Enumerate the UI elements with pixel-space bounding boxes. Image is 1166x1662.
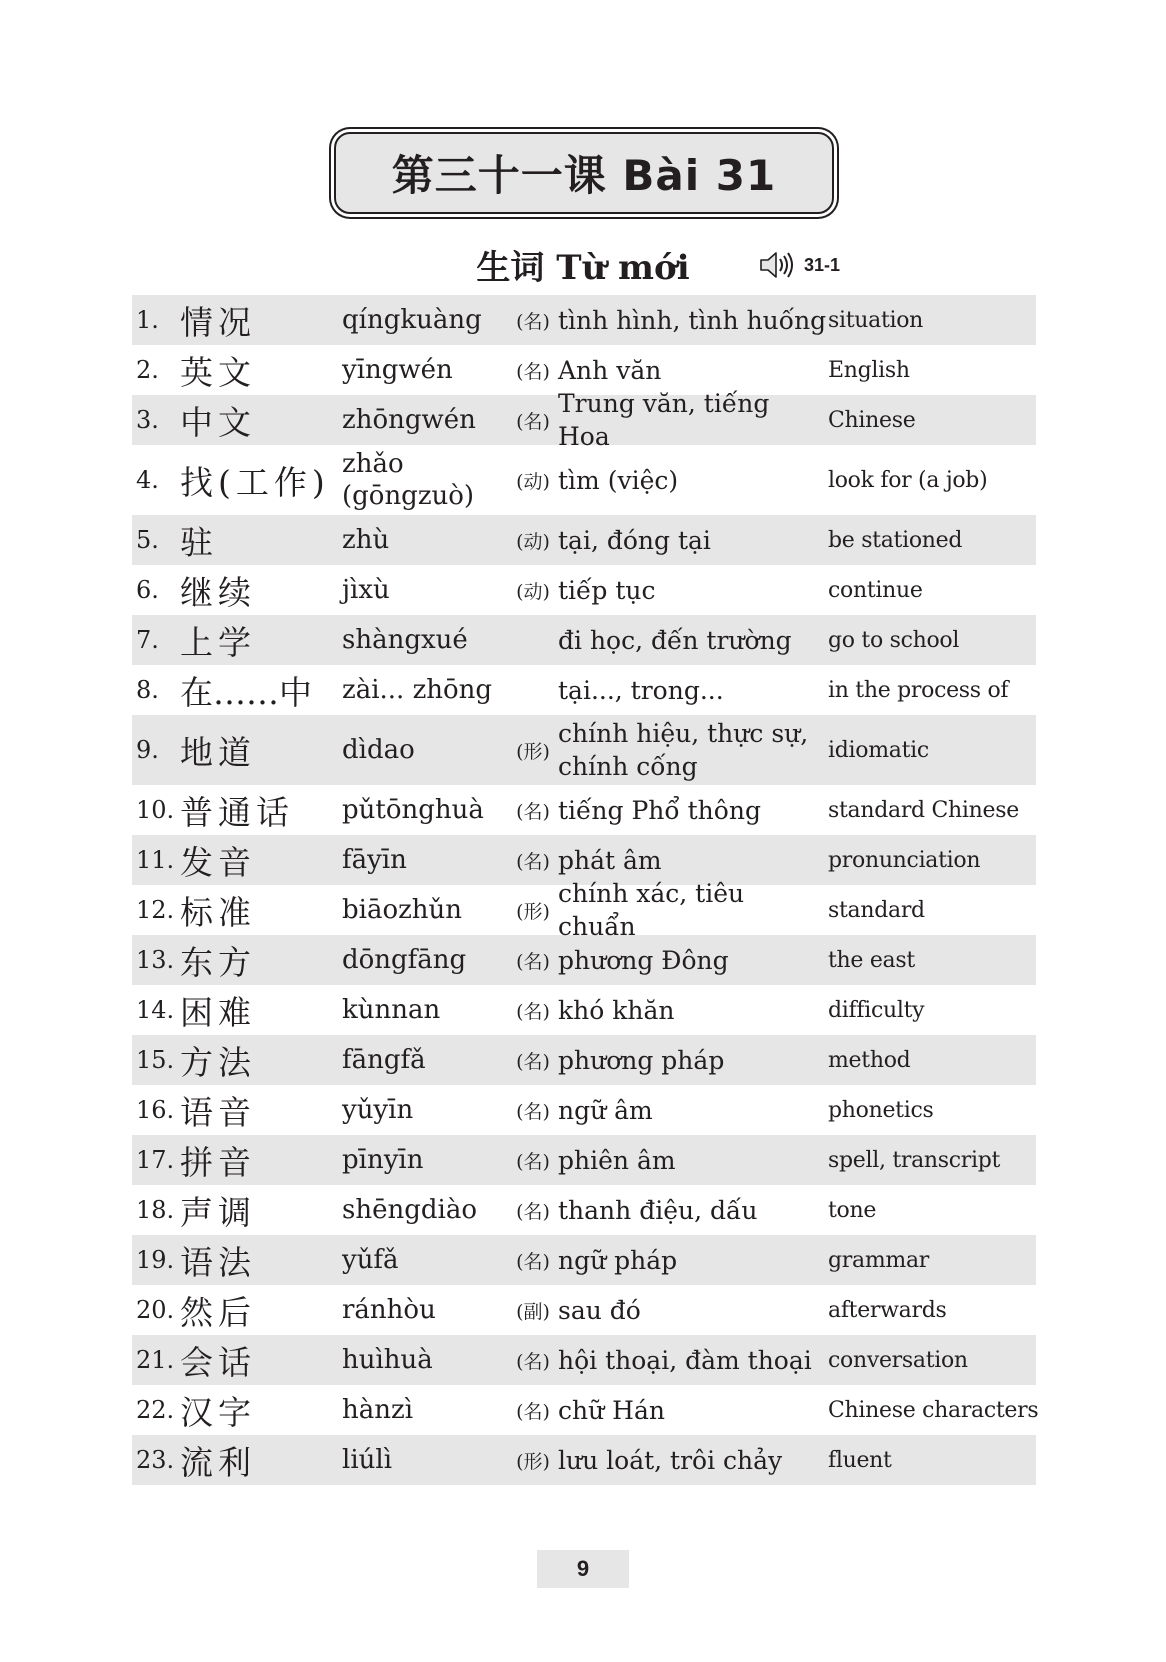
part-of-speech: (形) bbox=[516, 1450, 550, 1473]
row-number: 10. bbox=[136, 796, 175, 824]
vocab-row bbox=[132, 1135, 1036, 1185]
part-of-speech: (名) bbox=[516, 1350, 550, 1373]
row-number: 18. bbox=[136, 1196, 175, 1224]
english-meaning: conversation bbox=[828, 1347, 968, 1373]
pinyin: huìhuà bbox=[342, 1344, 433, 1375]
hanzi: 语音 bbox=[180, 1092, 256, 1132]
english-meaning: go to school bbox=[828, 627, 960, 653]
page-number: 9 bbox=[537, 1550, 629, 1588]
pinyin: pīnyīn bbox=[342, 1144, 424, 1175]
vocab-row bbox=[132, 1385, 1039, 1435]
vietnamese-meaning: ngữ pháp bbox=[558, 1245, 678, 1275]
pinyin: qíngkuàng bbox=[342, 304, 482, 335]
row-number: 22. bbox=[136, 1396, 175, 1424]
part-of-speech: (副) bbox=[516, 1300, 550, 1323]
pinyin: zài... zhōng bbox=[342, 674, 493, 705]
vietnamese-meaning: lưu loát, trôi chảy bbox=[558, 1445, 783, 1475]
pinyin: zhù bbox=[342, 524, 390, 555]
part-of-speech: (动) bbox=[516, 470, 550, 493]
english-meaning: method bbox=[828, 1047, 911, 1073]
audio-track[interactable] bbox=[758, 248, 840, 282]
vocab-row bbox=[132, 715, 1036, 785]
row-number: 23. bbox=[136, 1446, 175, 1474]
english-meaning: afterwards bbox=[828, 1297, 947, 1323]
pinyin: jìxù bbox=[342, 574, 390, 605]
part-of-speech: (名) bbox=[516, 1050, 550, 1073]
pinyin: yīngwén bbox=[342, 354, 453, 385]
part-of-speech: (名) bbox=[516, 850, 550, 873]
part-of-speech: (名) bbox=[516, 1100, 550, 1123]
vietnamese-meaning: tìm (việc) bbox=[558, 465, 679, 495]
row-number: 8. bbox=[136, 676, 159, 704]
vocab-row bbox=[132, 445, 1036, 515]
part-of-speech: (动) bbox=[516, 580, 550, 603]
vocab-row bbox=[132, 389, 1036, 451]
pinyin: ránhòu bbox=[342, 1294, 436, 1325]
hanzi: 会话 bbox=[180, 1342, 256, 1382]
vietnamese-meaning: phương Đông bbox=[558, 945, 729, 975]
english-meaning: Chinese bbox=[828, 407, 916, 433]
row-number: 13. bbox=[136, 946, 175, 974]
english-meaning: standard Chinese bbox=[828, 797, 1019, 823]
row-number: 15. bbox=[136, 1046, 175, 1074]
lesson-title: 第三十一课 Bài 31 bbox=[391, 151, 777, 200]
vietnamese-meaning: hội thoại, đàm thoại bbox=[558, 1345, 812, 1375]
vietnamese-meaning: chính xác, tiêu chuẩn bbox=[558, 879, 745, 941]
part-of-speech: (名) bbox=[516, 410, 550, 433]
vietnamese-meaning: khó khăn bbox=[558, 995, 675, 1025]
row-number: 14. bbox=[136, 996, 175, 1024]
english-meaning: English bbox=[828, 357, 910, 383]
row-number: 3. bbox=[136, 406, 159, 434]
english-meaning: the east bbox=[828, 947, 915, 973]
part-of-speech: (名) bbox=[516, 1000, 550, 1023]
pinyin: fāngfǎ bbox=[342, 1044, 426, 1075]
vietnamese-meaning: Anh văn bbox=[558, 355, 662, 385]
pinyin: zhōngwén bbox=[342, 404, 476, 435]
vocab-row bbox=[132, 615, 1036, 665]
hanzi: 情况 bbox=[180, 302, 256, 342]
english-meaning: grammar bbox=[828, 1247, 929, 1273]
vocab-row bbox=[132, 1285, 1036, 1335]
row-number: 1. bbox=[136, 306, 159, 334]
hanzi: 上学 bbox=[180, 622, 256, 662]
vocab-row bbox=[132, 1085, 1036, 1135]
row-number: 6. bbox=[136, 576, 159, 604]
row-number: 4. bbox=[136, 466, 159, 494]
vietnamese-meaning: chữ Hán bbox=[558, 1395, 665, 1425]
row-number: 16. bbox=[136, 1096, 175, 1124]
vocab-row bbox=[132, 1235, 1036, 1285]
part-of-speech: (动) bbox=[516, 530, 550, 553]
pinyin: pǔtōnghuà bbox=[342, 794, 484, 825]
hanzi: 标准 bbox=[180, 892, 256, 932]
pinyin: yǔyīn bbox=[342, 1094, 414, 1125]
part-of-speech: (名) bbox=[516, 1150, 550, 1173]
part-of-speech: (形) bbox=[516, 900, 550, 923]
part-of-speech: (名) bbox=[516, 950, 550, 973]
vocab-table bbox=[132, 295, 1039, 1485]
pinyin: fāyīn bbox=[342, 844, 407, 875]
english-meaning: be stationed bbox=[828, 527, 963, 553]
hanzi: 驻 bbox=[180, 522, 218, 562]
vietnamese-meaning: phiên âm bbox=[558, 1145, 676, 1175]
vocab-heading bbox=[0, 240, 1166, 292]
lesson-title-box bbox=[334, 132, 834, 214]
vietnamese-meaning: chính hiệu, thực sự, chính cống bbox=[558, 719, 809, 781]
vocab-row bbox=[132, 665, 1036, 715]
hanzi: 困难 bbox=[180, 992, 256, 1032]
part-of-speech: (名) bbox=[516, 360, 550, 383]
section-title: 生词 Từ mới bbox=[476, 248, 690, 288]
hanzi: 普通话 bbox=[180, 792, 294, 832]
audio-track-number: 31-1 bbox=[804, 254, 841, 275]
vietnamese-meaning: tiếng Phổ thông bbox=[558, 795, 761, 825]
row-number: 11. bbox=[136, 846, 175, 874]
hanzi: 地道 bbox=[180, 732, 256, 772]
vietnamese-meaning: phương pháp bbox=[558, 1045, 725, 1075]
vietnamese-meaning: phát âm bbox=[558, 845, 662, 875]
row-number: 20. bbox=[136, 1296, 175, 1324]
vocab-row bbox=[132, 295, 1036, 345]
vietnamese-meaning: đi học, đến trường bbox=[558, 625, 792, 655]
part-of-speech: (名) bbox=[516, 1200, 550, 1223]
pinyin: dìdao bbox=[342, 734, 415, 765]
english-meaning: standard bbox=[828, 897, 925, 923]
english-meaning: Chinese characters bbox=[828, 1397, 1039, 1423]
part-of-speech: (名) bbox=[516, 1250, 550, 1273]
hanzi: 东方 bbox=[180, 942, 256, 982]
english-meaning: situation bbox=[828, 307, 924, 333]
hanzi: 汉字 bbox=[180, 1392, 256, 1432]
part-of-speech: (名) bbox=[516, 1400, 550, 1423]
vocab-row bbox=[132, 1035, 1036, 1085]
part-of-speech: (名) bbox=[516, 310, 550, 333]
english-meaning: pronunciation bbox=[828, 847, 981, 873]
pinyin: zhǎo (gōngzuò) bbox=[342, 448, 475, 511]
row-number: 17. bbox=[136, 1146, 175, 1174]
vietnamese-meaning: tại, đóng tại bbox=[558, 525, 711, 555]
speaker-icon[interactable] bbox=[758, 249, 798, 281]
english-meaning: spell, transcript bbox=[828, 1147, 1001, 1173]
pinyin: hànzì bbox=[342, 1394, 414, 1425]
vocab-row bbox=[132, 879, 1036, 941]
vocab-row bbox=[132, 1185, 1036, 1235]
hanzi: 然后 bbox=[180, 1292, 256, 1332]
english-meaning: in the process of bbox=[828, 677, 1009, 703]
row-number: 7. bbox=[136, 626, 159, 654]
vietnamese-meaning: tiếp tục bbox=[558, 575, 656, 605]
english-meaning: look for (a job) bbox=[828, 467, 988, 493]
pinyin: biāozhǔn bbox=[342, 894, 463, 925]
vietnamese-meaning: ngữ âm bbox=[558, 1095, 653, 1125]
hanzi: 语法 bbox=[180, 1242, 256, 1282]
row-number: 9. bbox=[136, 736, 159, 764]
hanzi: 发音 bbox=[180, 842, 256, 882]
english-meaning: continue bbox=[828, 577, 923, 603]
pinyin: shàngxué bbox=[342, 624, 468, 655]
row-number: 2. bbox=[136, 356, 159, 384]
vocab-row bbox=[132, 1335, 1036, 1385]
part-of-speech: (形) bbox=[516, 740, 550, 763]
english-meaning: fluent bbox=[828, 1447, 892, 1473]
pinyin: yǔfǎ bbox=[342, 1244, 399, 1275]
vietnamese-meaning: tại..., trong... bbox=[558, 675, 724, 705]
hanzi: 声调 bbox=[180, 1192, 256, 1232]
vietnamese-meaning: thanh điệu, dấu bbox=[558, 1195, 758, 1225]
row-number: 19. bbox=[136, 1246, 175, 1274]
english-meaning: idiomatic bbox=[828, 737, 929, 763]
vocab-row bbox=[132, 1435, 1036, 1485]
row-number: 5. bbox=[136, 526, 159, 554]
hanzi: 拼音 bbox=[180, 1142, 256, 1182]
vietnamese-meaning: sau đó bbox=[558, 1295, 641, 1325]
english-meaning: phonetics bbox=[828, 1097, 934, 1123]
row-number: 12. bbox=[136, 896, 175, 924]
hanzi: 找(工作) bbox=[180, 462, 330, 502]
vocab-row bbox=[132, 565, 1036, 615]
pinyin: liúlì bbox=[342, 1444, 393, 1475]
vocab-row bbox=[132, 985, 1036, 1035]
row-number: 21. bbox=[136, 1346, 175, 1374]
hanzi: 英文 bbox=[180, 352, 256, 392]
hanzi: 继续 bbox=[180, 572, 256, 612]
hanzi: 中文 bbox=[180, 402, 256, 442]
vietnamese-meaning: tình hình, tình huống bbox=[558, 305, 827, 335]
english-meaning: tone bbox=[828, 1197, 877, 1223]
vocab-row bbox=[132, 515, 1036, 565]
pinyin: shēngdiào bbox=[342, 1194, 477, 1225]
pinyin: dōngfāng bbox=[342, 944, 467, 975]
pinyin: kùnnan bbox=[342, 994, 441, 1025]
vietnamese-meaning: Trung văn, tiếng Hoa bbox=[558, 389, 770, 451]
english-meaning: difficulty bbox=[828, 997, 925, 1023]
hanzi: 流利 bbox=[180, 1442, 256, 1482]
part-of-speech: (名) bbox=[516, 800, 550, 823]
hanzi: 方法 bbox=[180, 1042, 256, 1082]
hanzi: 在……中 bbox=[180, 672, 312, 712]
vocab-row bbox=[132, 785, 1036, 835]
